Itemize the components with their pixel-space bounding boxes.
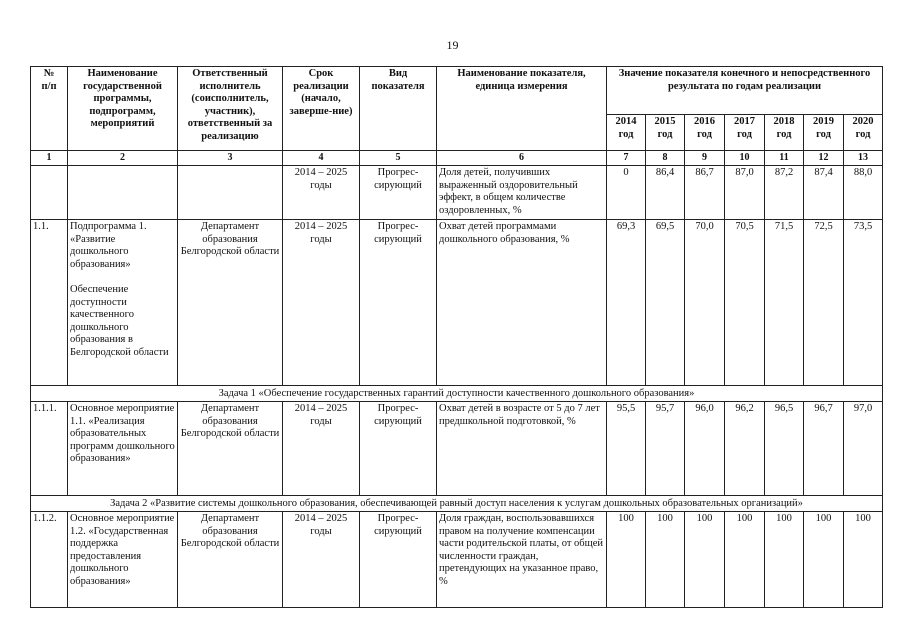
table-row [31, 166, 883, 220]
row-value: 96,0 [685, 402, 725, 496]
column-number: 11 [765, 151, 804, 166]
header-year: 2019 год [804, 115, 844, 151]
header-year: 2018 год [765, 115, 804, 151]
column-number: 5 [360, 151, 437, 166]
row-number: 1.1.1. [31, 402, 68, 496]
row-value: 96,5 [765, 402, 804, 496]
task-row [31, 496, 883, 512]
column-number: 7 [607, 151, 646, 166]
row-indicator: Доля детей, получивших выраженный оздоровительный эффект, в общем количестве оздоровленных, % [437, 166, 607, 220]
column-number: 12 [804, 151, 844, 166]
row-value: 95,5 [607, 402, 646, 496]
row-value: 0 [607, 166, 646, 220]
row-period: 2014 – 2025 годы [283, 512, 360, 608]
row-value: 95,7 [646, 402, 685, 496]
task-row [31, 386, 883, 402]
row-indicator: Охват детей программами дошкольного образования, % [437, 220, 607, 386]
row-value: 87,4 [804, 166, 844, 220]
row-value: 100 [765, 512, 804, 608]
row-value: 87,0 [725, 166, 765, 220]
header-number: № п/п [31, 67, 68, 151]
row-value: 100 [804, 512, 844, 608]
row-number: 1.1. [31, 220, 68, 386]
row-indicator-type: Прогрес-сирующий [360, 512, 437, 608]
row-value: 70,5 [725, 220, 765, 386]
column-number: 8 [646, 151, 685, 166]
row-indicator-type: Прогрес-сирующий [360, 166, 437, 220]
row-executor [178, 166, 283, 220]
row-number: 1.1.2. [31, 512, 68, 608]
row-value: 96,2 [725, 402, 765, 496]
row-value: 70,0 [685, 220, 725, 386]
row-value: 97,0 [844, 402, 883, 496]
column-number: 10 [725, 151, 765, 166]
row-indicator-type: Прогрес-сирующий [360, 220, 437, 386]
row-executor: Департамент образования Белгородской области [178, 220, 283, 386]
task-title: Задача 1 «Обеспечение государственных гарантий доступности качественного дошкольного образования» [31, 386, 883, 402]
row-value: 100 [646, 512, 685, 608]
row-value: 86,7 [685, 166, 725, 220]
header-period: Срок реализации (начало, заверше-ние) [283, 67, 360, 151]
page-number: 19 [446, 38, 459, 52]
column-number: 9 [685, 151, 725, 166]
row-period: 2014 – 2025 годы [283, 220, 360, 386]
row-name-extra: Обеспечение доступности качественного дошкольного образования в Белгородской области [70, 284, 169, 358]
indicators-table [30, 66, 883, 608]
column-number-row [31, 151, 883, 166]
task-title: Задача 2 «Развитие системы дошкольного образования, обеспечивающей равный доступ населения к услугам дошкольных образовательных организаций» [31, 496, 883, 512]
row-indicator: Доля граждан, воспользовавшихся правом на получение компенсации части родительской платы, от общей численности граждан, претендующих на указанное право, % [437, 512, 607, 608]
row-value: 87,2 [765, 166, 804, 220]
header-year: 2016 год [685, 115, 725, 151]
header-executor: Ответственный исполнитель (соисполнитель, участник), ответственный за реализацию [178, 67, 283, 151]
header-program-name: Наименование государственной программы, подпрограмм, мероприятий [68, 67, 178, 151]
column-number: 6 [437, 151, 607, 166]
row-indicator-type: Прогрес-сирующий [360, 402, 437, 496]
header-indicator-name: Наименование показателя, единица измерения [437, 67, 607, 151]
row-executor: Департамент образования Белгородской области [178, 512, 283, 608]
table-row [31, 220, 883, 386]
row-value: 71,5 [765, 220, 804, 386]
header-year: 2017 год [725, 115, 765, 151]
row-value: 69,3 [607, 220, 646, 386]
row-value: 100 [725, 512, 765, 608]
table-row [31, 402, 883, 496]
row-value: 72,5 [804, 220, 844, 386]
row-value: 100 [844, 512, 883, 608]
header-indicator-type: Вид показателя [360, 67, 437, 151]
row-value: 69,5 [646, 220, 685, 386]
row-executor: Департамент образования Белгородской области [178, 402, 283, 496]
row-name: Основное мероприятие 1.1. «Реализация образовательных программ дошкольного образования» [68, 402, 178, 496]
column-number: 3 [178, 151, 283, 166]
header-year: 2014 год [607, 115, 646, 151]
row-indicator: Охват детей в возрасте от 5 до 7 лет предшкольной подготовкой, % [437, 402, 607, 496]
table-row [31, 512, 883, 608]
row-name-cell [68, 220, 178, 386]
header-values-group: Значение показателя конечного и непосредственного результата по годам реализации [607, 67, 883, 115]
row-name [68, 166, 178, 220]
row-value: 88,0 [844, 166, 883, 220]
row-value: 96,7 [804, 402, 844, 496]
row-value: 100 [685, 512, 725, 608]
column-number: 4 [283, 151, 360, 166]
column-number: 1 [31, 151, 68, 166]
row-period: 2014 – 2025 годы [283, 402, 360, 496]
column-number: 13 [844, 151, 883, 166]
row-name: Подпрограмма 1. «Развитие дошкольного образования» [70, 221, 147, 270]
header-year: 2020 год [844, 115, 883, 151]
row-value: 86,4 [646, 166, 685, 220]
column-number: 2 [68, 151, 178, 166]
row-value: 100 [607, 512, 646, 608]
row-value: 73,5 [844, 220, 883, 386]
row-period: 2014 – 2025 годы [283, 166, 360, 220]
row-name: Основное мероприятие 1.2. «Государственная поддержка предоставления дошкольного образования» [68, 512, 178, 608]
header-year: 2015 год [646, 115, 685, 151]
row-number [31, 166, 68, 220]
